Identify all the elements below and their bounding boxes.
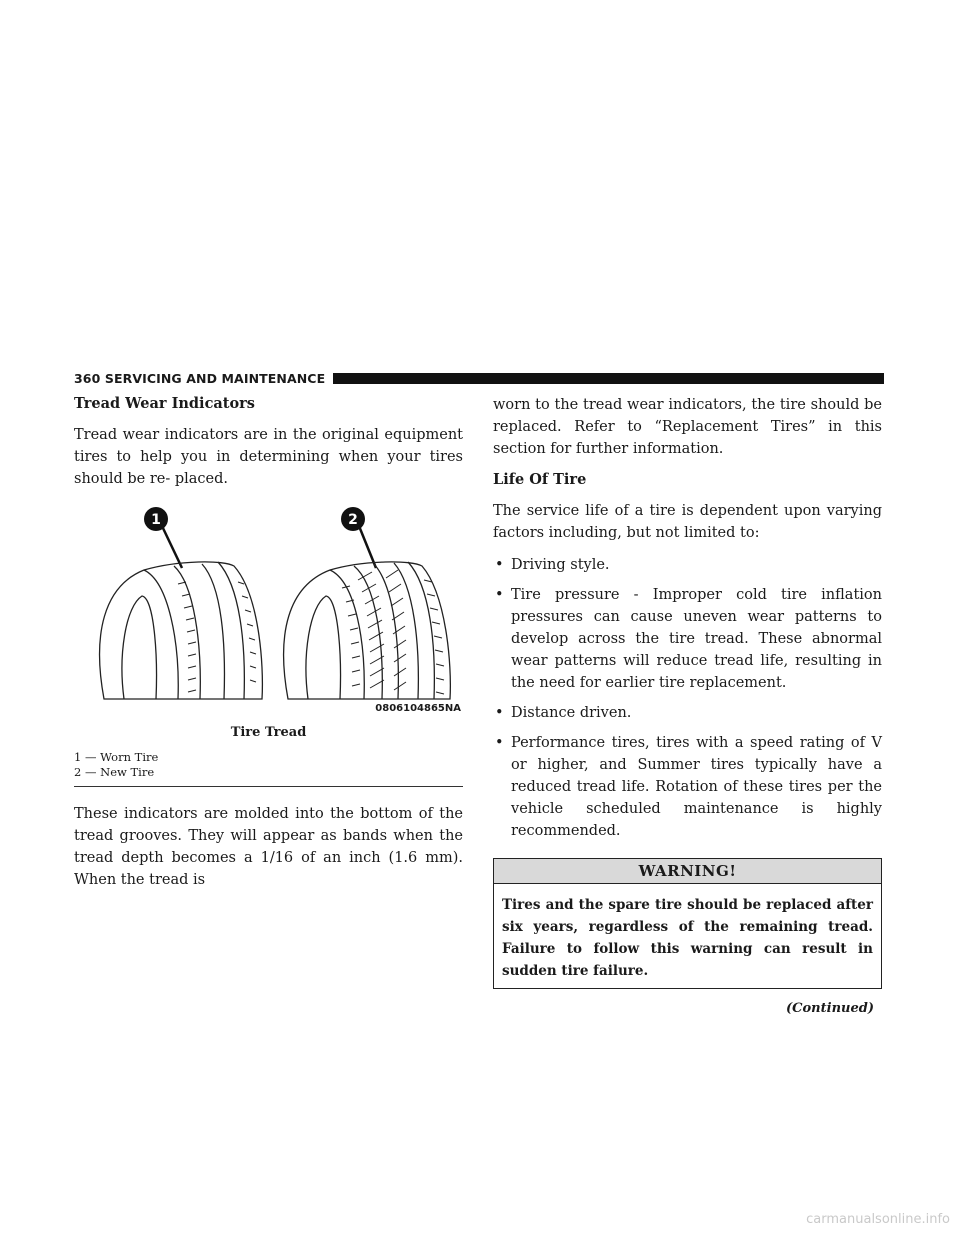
bullet-glyph: • (495, 557, 504, 573)
page-header-text (74, 371, 325, 386)
life-intro-paragraph: The service life of a tire is dependent upon varying factors including, but not limited to: (493, 503, 882, 541)
legend-item-worn: 1 — Worn Tire (74, 750, 159, 764)
figure-legend (74, 750, 463, 787)
tire-tread-figure (74, 504, 463, 742)
callout-2 (341, 507, 376, 568)
left-column (74, 394, 463, 901)
new-tire-drawing (284, 562, 451, 699)
tread-intro-paragraph: Tread wear indicators are in the original equipment tires to help you in determining when your tires should be re- placed. (74, 427, 463, 487)
warning-body: Tires and the spare tire should be replaced after six years, regardless of the remaining tread. Failure to follow this warning can result in sudden tire failure. (502, 897, 873, 979)
figure-code: 0806104865NA (375, 703, 461, 714)
figure-caption: Tire Tread (230, 725, 307, 740)
indicators-body-paragraph: These indicators are molded into the bottom of the tread grooves. They will appear as bands when the tread depth becomes a 1/16 of an inch (1.6 mm). When the tread is (74, 806, 463, 888)
callout-1 (144, 507, 182, 568)
warning-title: WARNING! (494, 859, 881, 884)
list-item: • Driving style. (493, 554, 882, 576)
legend-item-new: 2 — New Tire (74, 765, 155, 779)
bullet-glyph: • (495, 587, 504, 603)
callout-1-label: 1 (151, 512, 161, 528)
continued-note: (Continued) (786, 1001, 874, 1016)
bullet-glyph: • (495, 735, 504, 751)
worn-tire-drawing (100, 562, 263, 699)
tire-illustration (74, 504, 463, 720)
section-title: SERVICING AND MAINTENANCE (104, 370, 326, 386)
watermark: carmanualsonline.info (806, 1212, 950, 1227)
page-header (74, 370, 884, 386)
right-column (493, 394, 882, 1016)
header-rule-bar (333, 373, 884, 384)
continuation-paragraph: worn to the tread wear indicators, the tire should be replaced. Refer to “Replacement Tires” in this section for further information. (493, 397, 882, 457)
callout-2-label: 2 (348, 512, 358, 528)
page-number: 360 (74, 370, 101, 386)
list-item: • Distance driven. (493, 702, 882, 724)
warning-box (493, 858, 882, 989)
bullet-glyph: • (495, 705, 504, 721)
heading-life-of-tire: Life Of Tire (493, 471, 587, 488)
list-item: • Performance tires, tires with a speed rating of V or higher, and Summer tires typically have a reduced tread life. Rotation of these tires per the vehicle scheduled maintenance is highly recommended. (493, 732, 882, 842)
list-item: • Tire pressure - Improper cold tire inflation pressures can cause uneven wear patterns to develop across the tire tread. These abnormal wear patterns will reduce tread life, resulting in the need for earlier tire replacement. (493, 584, 882, 694)
factors-list (493, 554, 882, 842)
heading-tread-wear-indicators: Tread Wear Indicators (74, 395, 255, 412)
